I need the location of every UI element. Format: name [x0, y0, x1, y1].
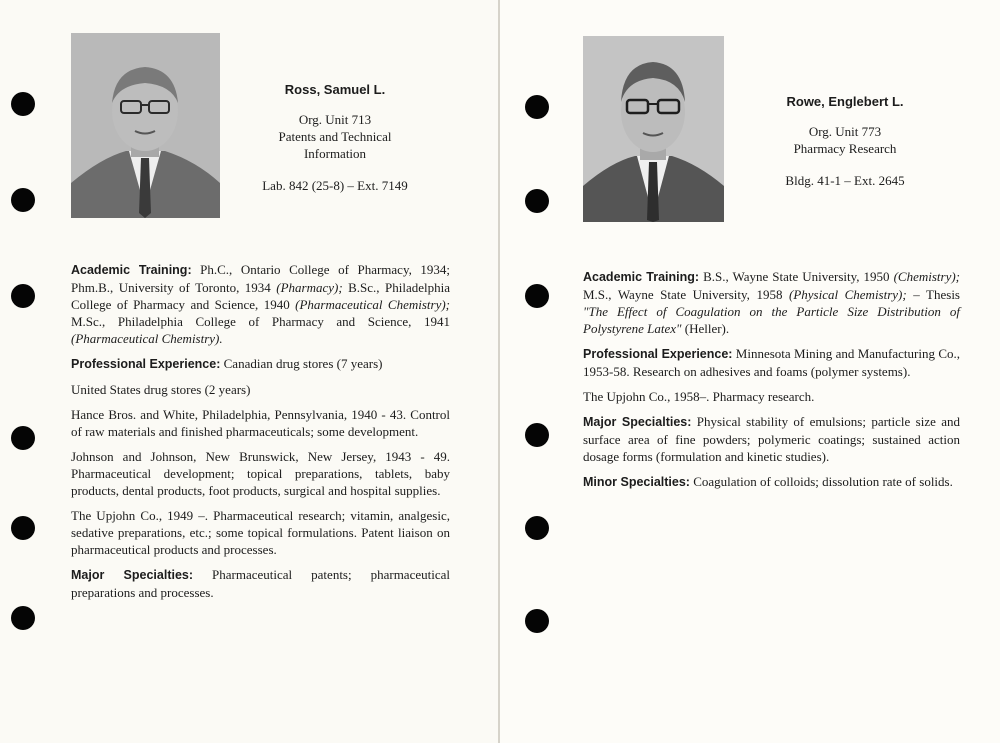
binder-hole — [11, 284, 35, 308]
profile-header — [740, 93, 950, 189]
location-extension: Lab. 842 (25-8) – Ext. 7149 — [262, 178, 408, 193]
department: Pharmacy Research — [793, 141, 897, 156]
section-label: Academic Training: — [583, 270, 700, 284]
binder-hole — [11, 426, 35, 450]
major-specialties: Major Specialties: Pharmaceutical patents; pharmaceutical preparations and processes. — [71, 567, 450, 600]
profile-body — [71, 261, 450, 609]
professional-experience: Professional Experience: Canadian drug stores (7 years) — [71, 356, 383, 371]
academic-training: Academic Training: B.S., Wayne State University, 1950 (Chemistry); M.S., Wayne State University, 1958 (Physical Chemistry); – Thesis "The Effect of Coagulation on the Particle Size Distribution of Polystyrene Latex" (Heller). — [583, 269, 960, 336]
binder-hole — [525, 516, 549, 540]
experience-entry: Hance Bros. and White, Philadelphia, Pennsylvania, 1940 - 43. Control of raw materials and finished pharmaceuticals; some development. — [71, 407, 450, 439]
minor-specialties: Minor Specialties: Coagulation of colloids; dissolution rate of solids. — [583, 474, 953, 489]
org-unit: Org. Unit 713 — [298, 112, 372, 127]
binder-hole — [525, 189, 549, 213]
section-label: Academic Training: — [71, 263, 192, 277]
major-specialties: Major Specialties: Physical stability of emulsions; particle size and surface area of fine powders; polymeric coatings; sustained action dosage forms (formulation and kinetic studies). — [583, 414, 960, 464]
binder-hole — [525, 609, 549, 633]
person-name: Rowe, Englebert L. — [786, 94, 904, 109]
experience-entry: The Upjohn Co., 1949 –. Pharmaceutical research; vitamin, analgesic, sedative preparations, etc.; some topical formulations. Patent liaison on pharmaceutical products and processes. — [71, 508, 450, 557]
experience-entry: United States drug stores (2 years) — [71, 382, 251, 397]
location-extension: Bldg. 41-1 – Ext. 2645 — [785, 173, 905, 188]
person-name: Ross, Samuel L. — [284, 82, 386, 97]
experience-entry: The Upjohn Co., 1958–. Pharmacy research. — [583, 389, 815, 404]
binder-hole — [525, 284, 549, 308]
profile-header — [230, 81, 440, 194]
academic-training: Academic Training: Ph.C., Ontario College of Pharmacy, 1934; Phm.B., University of Toronto, 1934 (Pharmacy); B.Sc., Philadelphia College of Pharmacy and Science, 1940 (Pharmaceutical Chemistry); M.Sc., Philadelphia College of Pharmacy and Science, 1941 (Pharmaceutical Chemistry). — [71, 262, 451, 346]
section-label: Professional Experience: — [583, 347, 733, 361]
experience-entry: Johnson and Johnson, New Brunswick, New Jersey, 1943 - 49. Pharmaceutical development; topical preparations, tablets, baby products, dental products, foot products, surgical and hospital supplies. — [71, 449, 450, 498]
profile-body — [583, 268, 960, 499]
org-unit: Org. Unit 773 — [808, 124, 882, 139]
department: Information — [303, 146, 367, 161]
section-label: Professional Experience: — [71, 357, 221, 371]
section-label: Major Specialties: — [583, 415, 692, 429]
department: Patents and Technical — [278, 129, 392, 144]
binder-hole — [525, 423, 549, 447]
binder-hole — [525, 95, 549, 119]
binder-hole — [11, 188, 35, 212]
binder-hole — [11, 92, 35, 116]
binder-hole — [11, 516, 35, 540]
left-page — [0, 0, 498, 743]
portrait-photo — [71, 33, 220, 218]
section-label: Major Specialties: — [71, 568, 194, 582]
portrait-photo — [583, 36, 724, 222]
professional-experience: Professional Experience: Minnesota Mining and Manufacturing Co., 1953-58. Research on adhesives and foams (polymer systems). — [583, 346, 960, 379]
binder-hole — [11, 606, 35, 630]
right-page — [500, 0, 1000, 743]
section-label: Minor Specialties: — [583, 475, 690, 489]
